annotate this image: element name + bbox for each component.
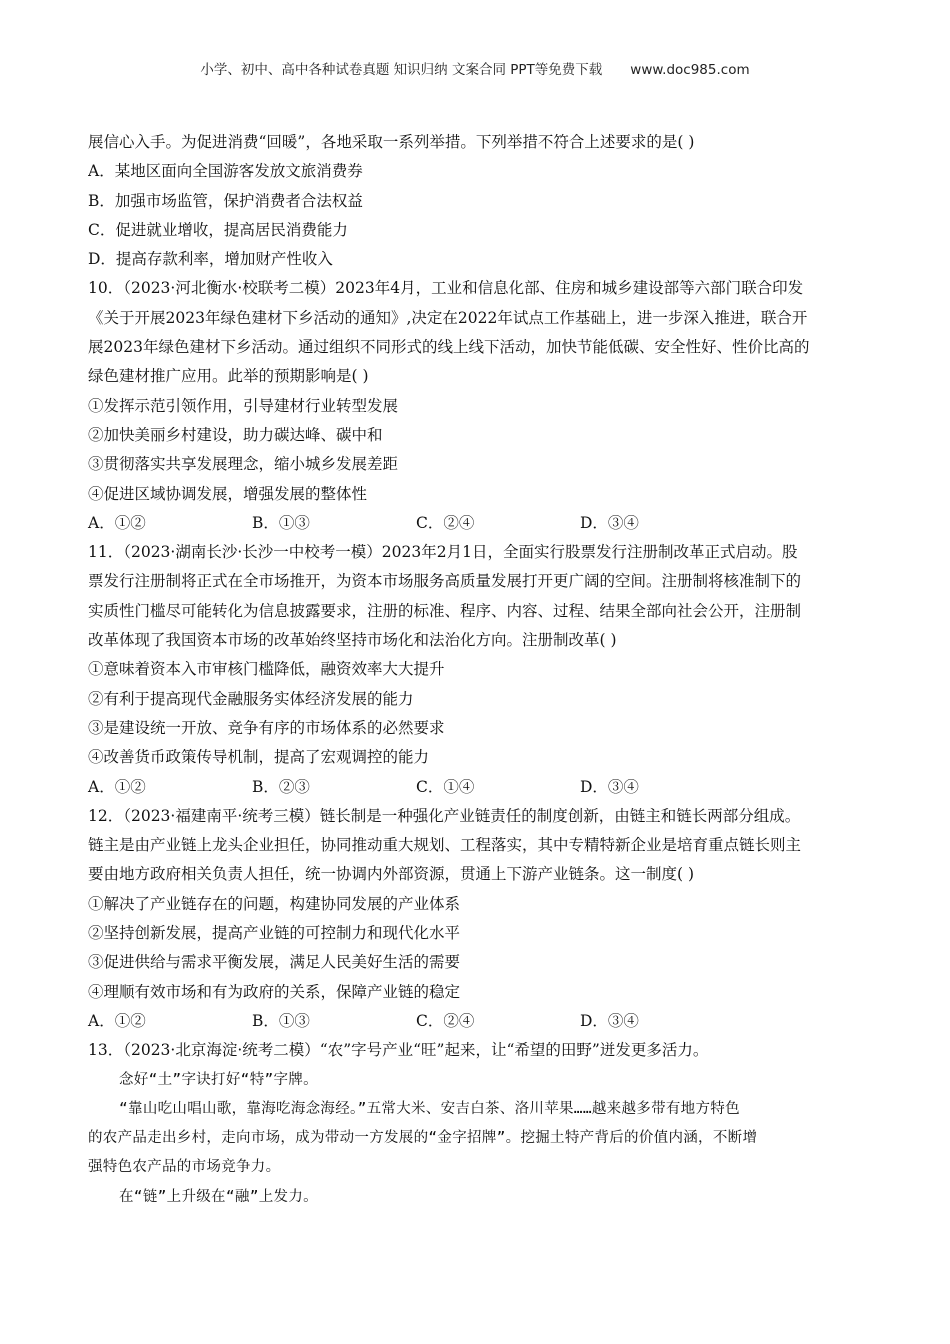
q9-option-c: C．促进就业增收，提高居民消费能力 [88,220,348,239]
q10-item-3: ③贯彻落实共享发展理念，缩小城乡发展差距 [88,455,399,474]
q11-item-2: ②有利于提高现代金融服务实体经济发展的能力 [88,689,414,708]
q12-stem-line: 12．（2023·福建南平·统考三模）链长制是一种强化产业链责任的制度创新，由链主和链长两部分组成。 [88,806,801,825]
q10-stem-line: 10．（2023·河北衡水·校联考二模）2023年4月，工业和信息化部、住房和城乡建设部等六部门联合印发 [88,279,804,298]
q12-item-2: ②坚持创新发展，提高产业链的可控制力和现代化水平 [88,924,461,943]
q9-option-a: A．某地区面向全国游客发放文旅消费券 [88,162,363,181]
q12-stem-line: 要由地方政府相关负责人担任，统一协调内外部资源，贯通上下游产业链条。这一制度( ) [88,865,695,884]
exam-content [88,128,864,1212]
q13-paragraph-line: 强特色农产品的市场竞争力。 [88,1159,281,1176]
question-9 [88,128,864,274]
q10-choice-b: B．①③ [252,513,310,532]
q11-item-4: ④改善货币政策传导机制，提高了宏观调控的能力 [88,748,430,767]
q11-item-1: ①意味着资本入市审核门槛降低，融资效率大大提升 [88,660,445,679]
q12-choice-d: D．③④ [580,1011,639,1030]
question-10 [88,274,864,538]
q11-stem-line: 实质性门槛尽可能转化为信息披露要求，注册的标准、程序、内容、过程、结果全部向社会公开，注册制 [88,601,802,620]
q10-stem-line: 《关于开展2023年绿色建材下乡活动的通知》,决定在2022年试点工作基础上，进一步深入推进，联合开 [88,308,808,327]
q9-stem-tail: 展信心入手。为促进消费“回暖”，各地采取一系列举措。下列举措不符合上述要求的是( ) [88,133,695,151]
q12-choices [88,1007,864,1036]
q13-paragraph-line: “靠山吃山唱山歌，靠海吃海念海经。”五常大米、安吉白茶、洛川苹果……越来越多带有地方特色 [119,1100,740,1117]
q13-subheading-1: 念好“土”字诀打好“特”字牌。 [119,1071,318,1088]
q13-stem: 13．（2023·北京海淀·统考二模）“农”字号产业“旺”起来，让“希望的田野”迸发更多活力。 [88,1041,709,1060]
q10-item-1: ①发挥示范引领作用，引导建材行业转型发展 [88,396,399,415]
q11-stem-line: 票发行注册制将正式在全市场推开，为资本市场服务高质量发展打开更广阔的空间。注册制将核准制下的 [88,572,802,591]
q13-subheading-2: 在“链”上升级在“融”上发力。 [119,1188,318,1205]
q10-item-2: ②加快美丽乡村建设，助力碳达峰、碳中和 [88,425,383,444]
q12-choice-c: C．②④ [416,1011,475,1030]
q12-stem-line: 链主是由产业链上龙头企业担任，协同推动重大规划、工程落实，其中专精特新企业是培育重点链长则主 [88,836,802,855]
q11-choice-a: A．①② [88,777,146,796]
q12-item-3: ③促进供给与需求平衡发展，满足人民美好生活的需要 [88,953,461,972]
q11-choices [88,773,864,802]
header-promo-text: 小学、初中、高中各种试卷真题 知识归纳 文案合同 PPT等免费下载 [200,62,603,78]
q13-paragraph-line: 的农产品走出乡村，走向市场，成为带动一方发展的“金字招牌”。挖掘土特产背后的价值内涵，不断增 [88,1130,758,1147]
q11-choice-b: B．②③ [252,777,310,796]
page-header [0,58,950,78]
q11-choice-d: D．③④ [580,777,639,796]
q11-stem-line: 11．（2023·湖南长沙·长沙一中校考一模）2023年2月1日，全面实行股票发行注册制改革正式启动。股 [88,543,798,562]
q9-option-b: B．加强市场监管，保护消费者合法权益 [88,191,363,210]
q10-choice-d: D．③④ [580,513,639,532]
q9-option-d: D．提高存款利率，增加财产性收入 [88,250,333,269]
header-site-link[interactable]: www.doc985.com [630,62,750,78]
q10-stem-line: 展2023年绿色建材下乡活动。通过组织不同形式的线上线下活动，加快节能低碳、安全性好、性价比高的 [88,338,810,357]
q11-choice-c: C．①④ [416,777,475,796]
q10-item-4: ④促进区域协调发展，增强发展的整体性 [88,484,368,503]
q12-choice-b: B．①③ [252,1011,310,1030]
question-11 [88,538,864,802]
q11-item-3: ③是建设统一开放、竞争有序的市场体系的必然要求 [88,718,445,737]
q10-stem-line: 绿色建材推广应用。此举的预期影响是( ) [88,367,369,386]
q12-item-4: ④理顺有效市场和有为政府的关系，保障产业链的稳定 [88,982,461,1001]
q10-choice-a: A．①② [88,513,146,532]
q10-choice-c: C．②④ [416,513,475,532]
q11-stem-line: 改革体现了我国资本市场的改革始终坚持市场化和法治化方向。注册制改革( ) [88,631,617,650]
q12-choice-a: A．①② [88,1011,146,1030]
question-12 [88,802,864,1036]
question-13 [88,1036,864,1212]
q12-item-1: ①解决了产业链存在的问题，构建协同发展的产业体系 [88,894,461,913]
q10-choices [88,509,864,538]
